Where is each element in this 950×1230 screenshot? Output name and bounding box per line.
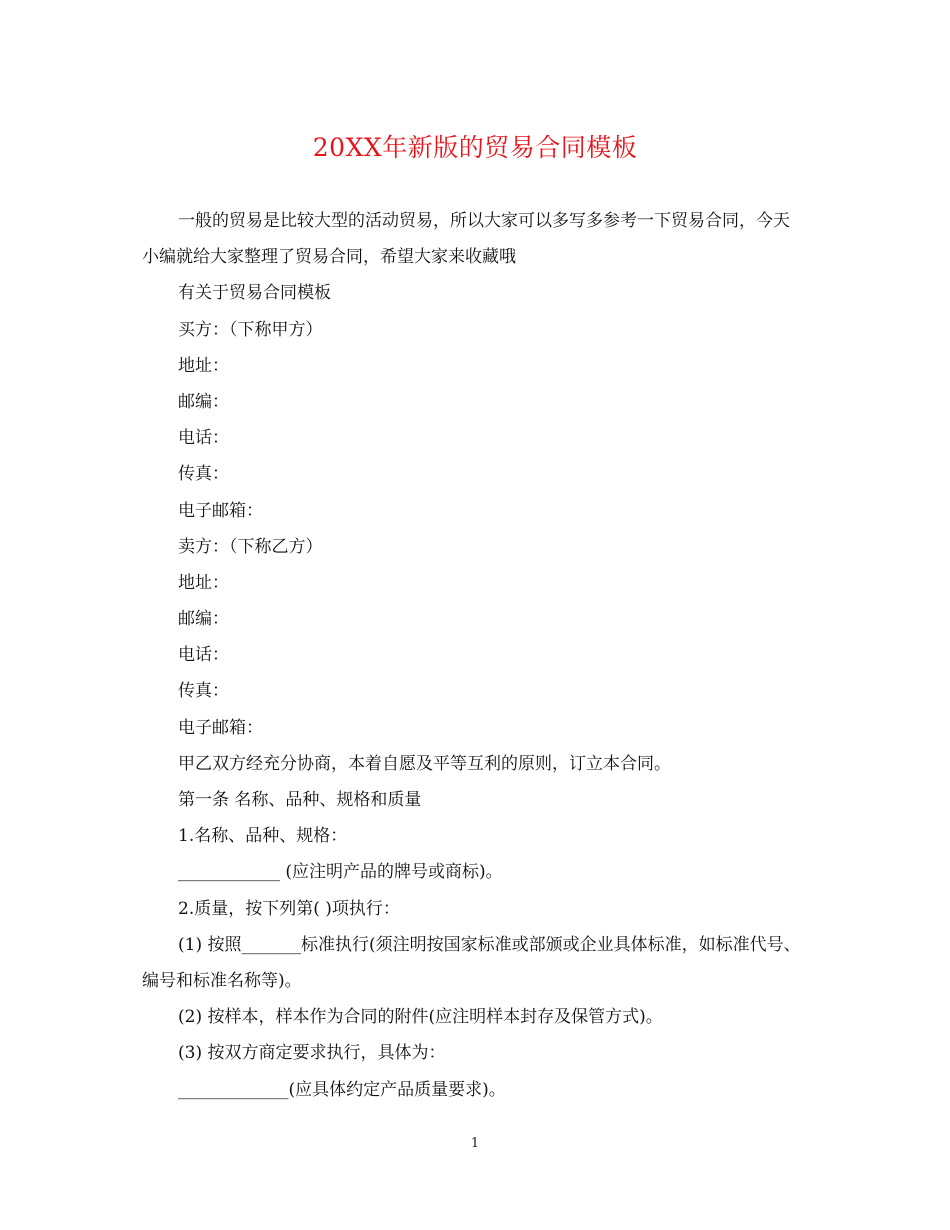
- buyer-phone-label: 电话：: [178, 428, 229, 449]
- intro-paragraph: 一般的贸易是比较大型的活动贸易，所以大家可以多写多参考一下贸易合同，今天小编就给大家整理了贸易合同，希望大家来收藏哦: [142, 211, 790, 268]
- seller-fax-label: 传真：: [178, 681, 229, 702]
- document-title: 20XX年新版的贸易合同模板: [312, 133, 638, 162]
- page-number: 1: [470, 1136, 480, 1151]
- buyer-address-label: 地址：: [178, 355, 229, 376]
- seller-postcode-label: 邮编：: [178, 609, 229, 630]
- buyer-postcode-label: 邮编：: [178, 391, 229, 412]
- quality-option-3: (3) 按双方商定要求执行，具体为：: [178, 1043, 446, 1064]
- buyer-fax-label: 传真：: [178, 464, 229, 485]
- quality-option-2: (2) 按样本，样本作为合同的附件(应注明样本封存及保管方式)。: [178, 1007, 663, 1028]
- seller-address-label: 地址：: [178, 572, 229, 593]
- quality-option-1: (1) 按照_______标准执行(须注明按国家标准或部颁或企业具体标准，如标准代号、编号和标准名称等)。: [142, 934, 801, 991]
- buyer-label: 买方：（下称甲方）: [178, 319, 323, 340]
- seller-phone-label: 电话：: [178, 645, 229, 666]
- name-spec-clause: 1.名称、品种、规格：: [178, 826, 348, 847]
- article-one-heading: 第一条 名称、品种、规格和质量: [178, 790, 422, 811]
- section-heading: 有关于贸易合同模板: [178, 283, 331, 304]
- buyer-email-label: 电子邮箱：: [178, 500, 263, 521]
- quality-requirement-line: _____________(应具体约定产品质量要求)。: [178, 1079, 506, 1100]
- agreement-paragraph: 甲乙双方经充分协商，本着自愿及平等互利的原则，订立本合同。: [178, 753, 671, 774]
- quality-clause: 2.质量，按下列第( )项执行：: [178, 898, 400, 919]
- seller-label: 卖方：（下称乙方）: [178, 536, 323, 557]
- brand-note-line: ____________ (应注明产品的牌号或商标)。: [178, 862, 503, 883]
- document-body: [142, 203, 802, 1108]
- seller-email-label: 电子邮箱：: [178, 717, 263, 738]
